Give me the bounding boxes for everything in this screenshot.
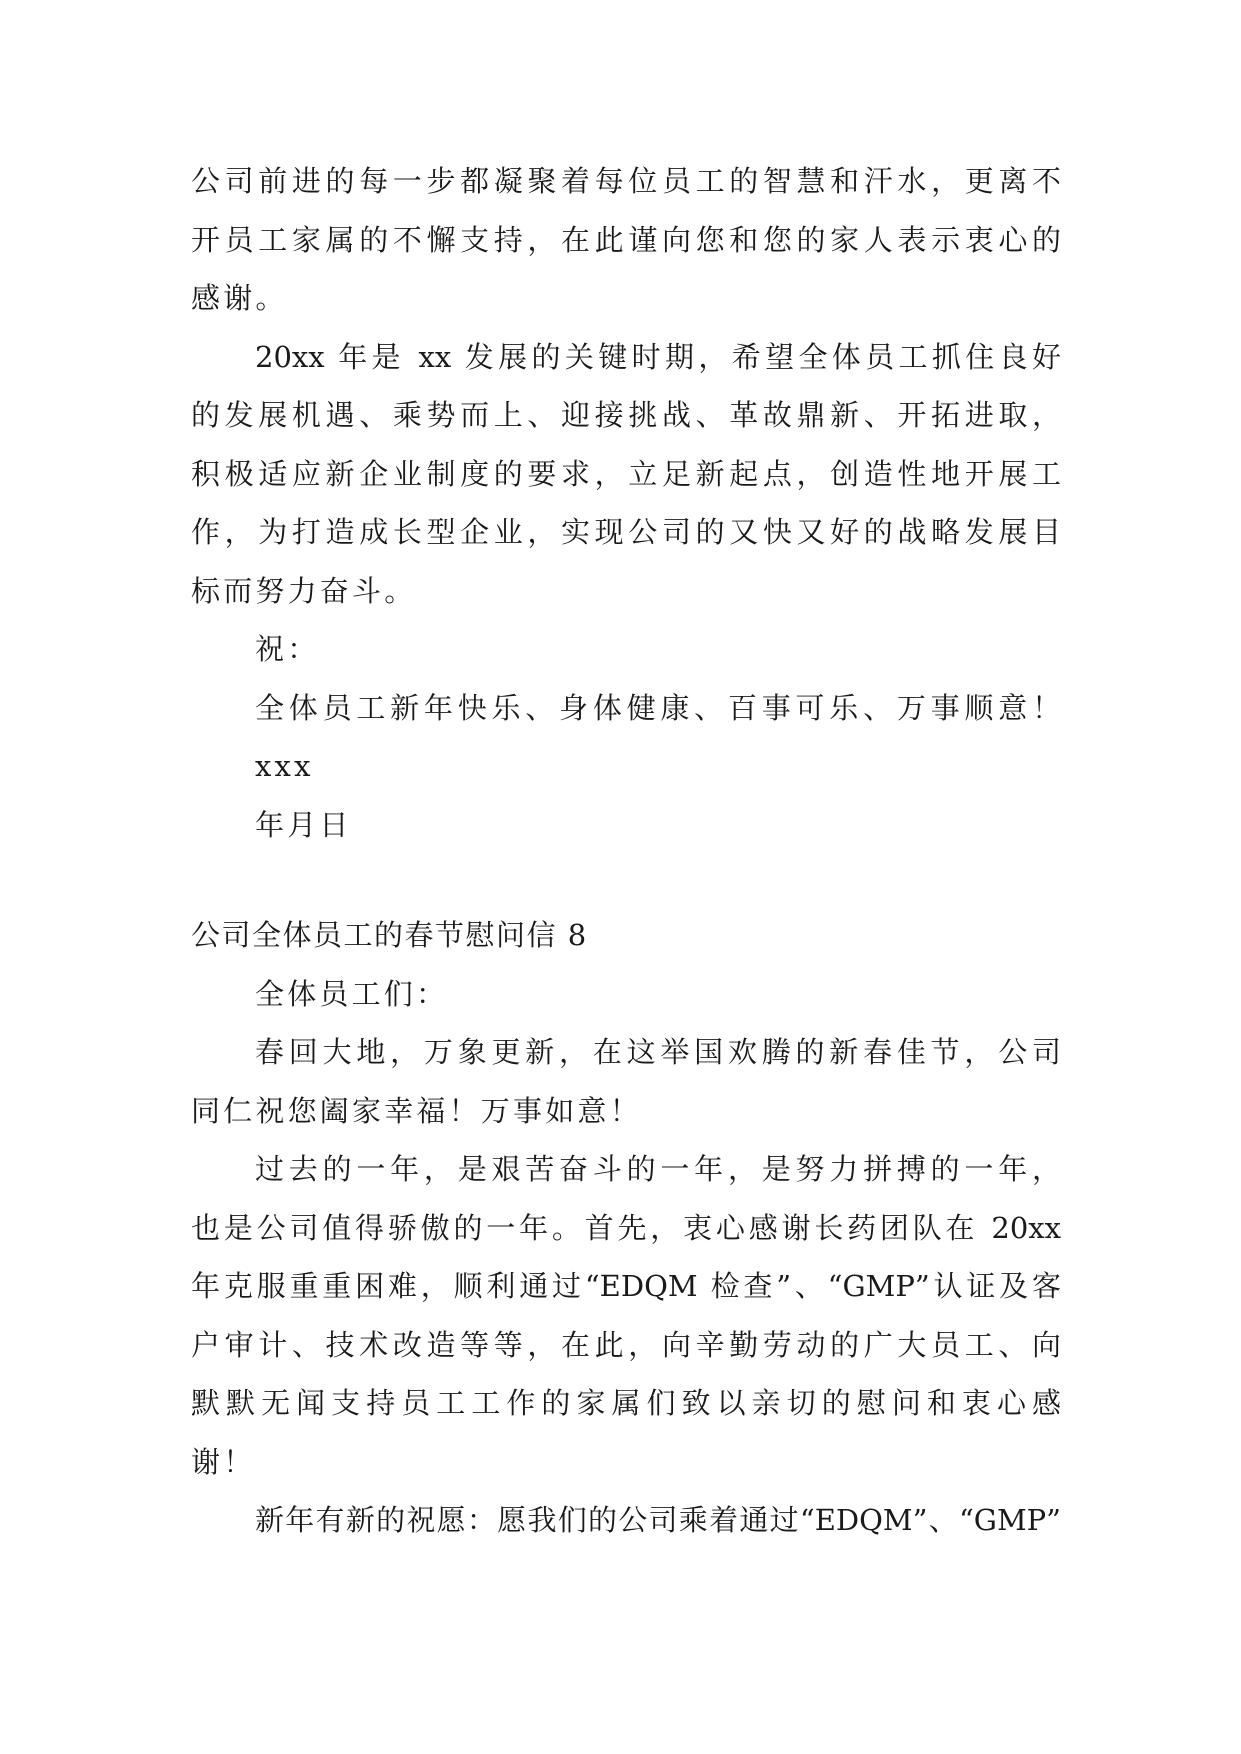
text-line: 户审计、技术改造等等，在此，向辛勤劳动的广大员工、向 bbox=[191, 1327, 1061, 1362]
greeting: 祝： bbox=[255, 632, 320, 666]
date-line: 年月日 bbox=[255, 807, 352, 842]
text-line: 作，为打造成长型企业，实现公司的又快又好的战略发展目 bbox=[191, 515, 1061, 549]
wishes-line: 全体员工新年快乐、身体健康、百事可乐、万事顺意！ bbox=[255, 690, 1061, 725]
text-line: 积极适应新企业制度的要求，立足新起点，创造性地开展工 bbox=[191, 456, 1061, 491]
text-line: 过去的一年，是艰苦奋斗的一年，是努力拼搏的一年， bbox=[255, 1152, 1061, 1186]
text-line: 公司前进的每一步都凝聚着每位员工的智慧和汗水，更离不 bbox=[191, 164, 1061, 198]
section-title: 公司全体员工的春节慰问信 8 bbox=[191, 918, 588, 952]
text-line: 谢！ bbox=[191, 1444, 256, 1479]
text-line: 感谢。 bbox=[191, 281, 288, 315]
salutation: 全体员工们： bbox=[255, 976, 449, 1011]
text-line: 开员工家属的不懈支持，在此谨向您和您的家人表示衷心的 bbox=[191, 222, 1061, 257]
signature: xxx bbox=[255, 749, 314, 783]
text-line: 的发展机遇、乘势而上、迎接挑战、革故鼎新、开拓进取， bbox=[191, 398, 1061, 432]
text-line: 新年有新的祝愿：愿我们的公司乘着通过“EDQM”、“GMP” bbox=[255, 1503, 1061, 1537]
text-line: 同仁祝您阖家幸福！万事如意！ bbox=[191, 1093, 642, 1128]
text-line: 春回大地，万象更新，在这举国欢腾的新春佳节，公司 bbox=[255, 1035, 1061, 1069]
section-gap bbox=[191, 854, 1061, 906]
text-line: 标而努力奋斗。 bbox=[191, 573, 417, 608]
text-line: 20xx 年是 xx 发展的关键时期，希望全体员工抓住良好 bbox=[255, 339, 1061, 374]
text-line: 默默无闻支持员工工作的家属们致以亲切的慰问和衷心感 bbox=[191, 1386, 1061, 1420]
text-line: 也是公司值得骄傲的一年。首先，衷心感谢长药团队在 20xx bbox=[191, 1210, 1061, 1245]
document-page bbox=[191, 152, 1061, 1550]
text-line: 年克服重重困难，顺利通过“EDQM 检查”、“GMP”认证及客 bbox=[191, 1269, 1061, 1303]
